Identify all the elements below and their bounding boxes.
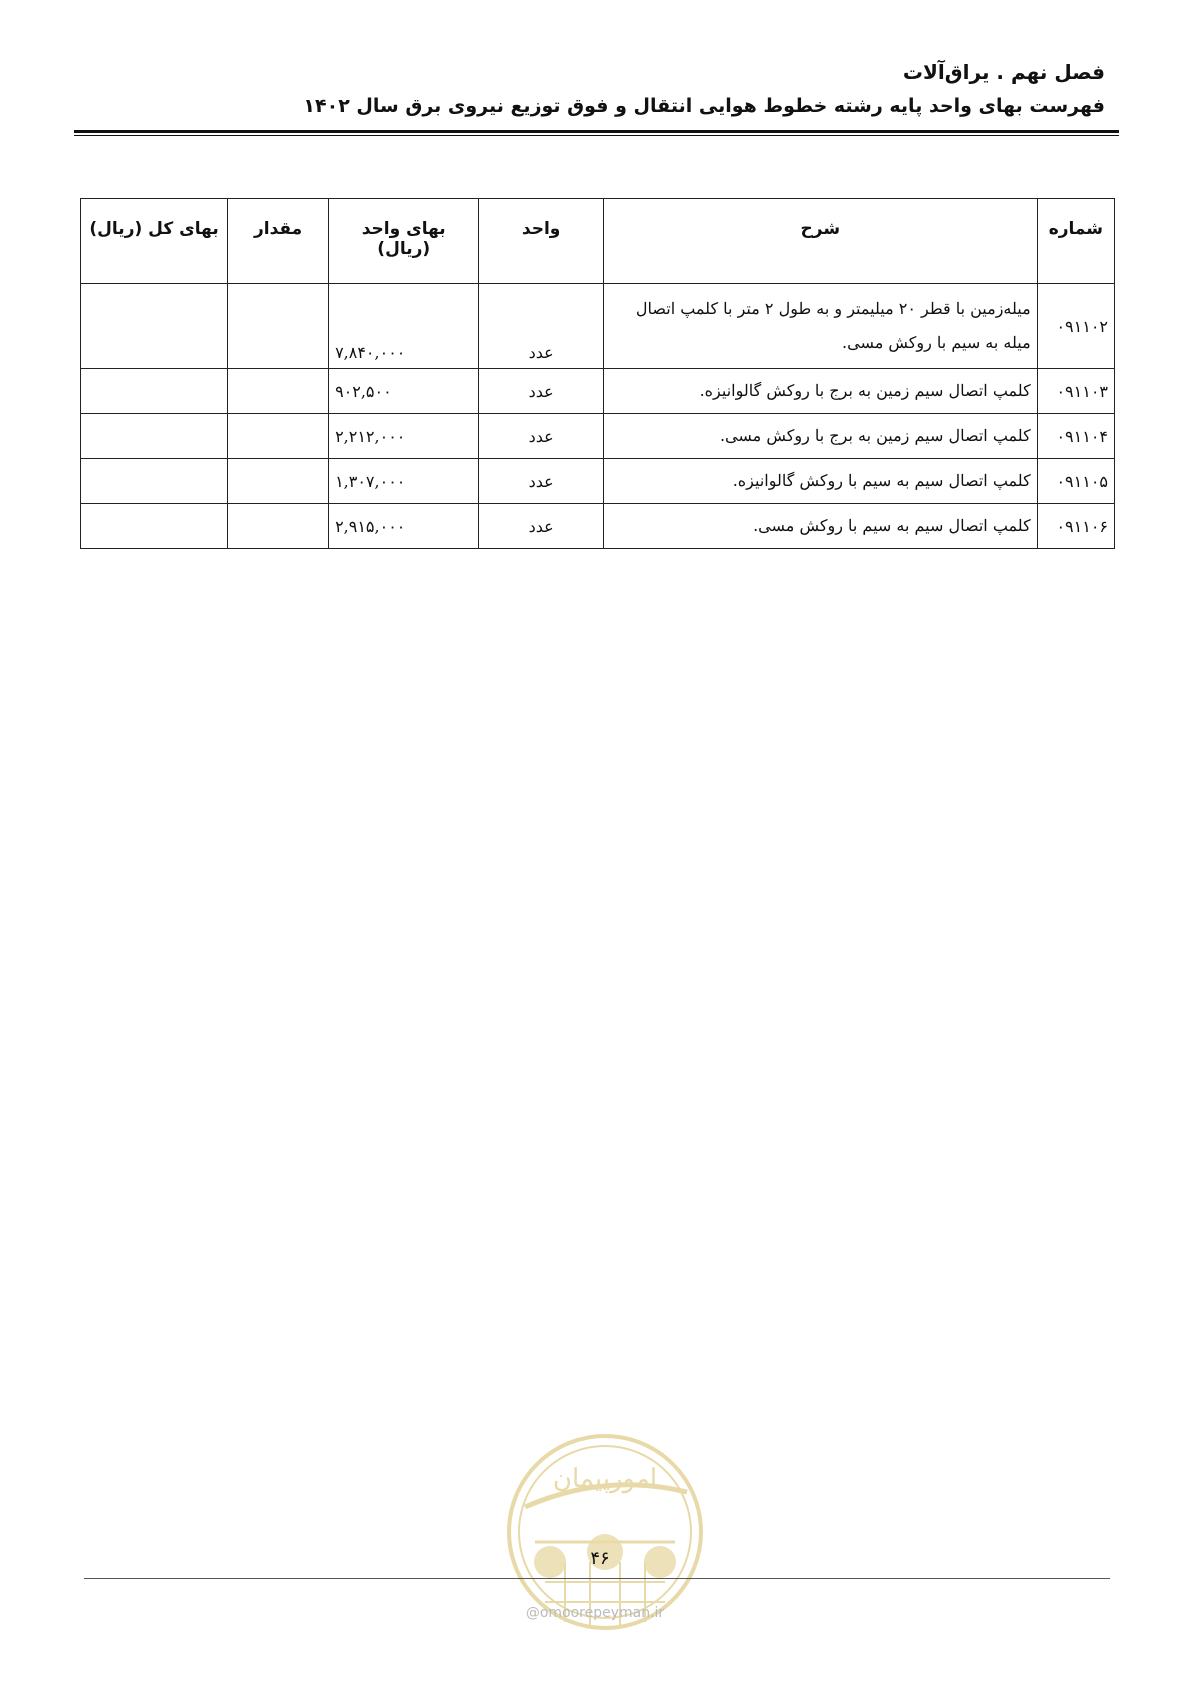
table-header-row (81, 199, 1115, 284)
chapter-title: فصل نهم . یراق‌آلات (902, 60, 1105, 84)
item-quantity (228, 414, 329, 459)
item-quantity (228, 284, 329, 369)
item-unit: عدد (479, 504, 604, 549)
table-row (81, 369, 1115, 414)
item-code: ۰۹۱۱۰۲ (1037, 284, 1114, 369)
page-number: ۴۶ (590, 1548, 610, 1569)
item-description: کلمپ اتصال سیم به سیم با روکش مسی. (603, 504, 1037, 549)
header-rule-thin (74, 135, 1119, 136)
item-unit-price: ۹۰۲,۵۰۰ (329, 369, 479, 414)
item-description: کلمپ اتصال سیم به سیم با روکش گالوانیزه. (603, 459, 1037, 504)
item-unit: عدد (479, 284, 604, 369)
item-unit: عدد (479, 369, 604, 414)
table-row (81, 459, 1115, 504)
page-header (303, 58, 1105, 120)
item-total (81, 284, 228, 369)
item-code: ۰۹۱۱۰۳ (1037, 369, 1114, 414)
footer-rule (84, 1578, 1110, 1579)
item-quantity (228, 369, 329, 414)
item-code: ۰۹۱۱۰۴ (1037, 414, 1114, 459)
item-unit-price: ۷,۸۴۰,۰۰۰ (329, 284, 479, 369)
item-total (81, 369, 228, 414)
item-quantity (228, 459, 329, 504)
item-unit: عدد (479, 459, 604, 504)
table-row (81, 504, 1115, 549)
table-row (81, 284, 1115, 369)
price-table (80, 198, 1115, 549)
column-header-unit-price: بهای واحد (ریال) (329, 199, 479, 284)
item-total (81, 414, 228, 459)
footer-site-watermark: @omoorepeyman.ir (525, 1605, 665, 1621)
item-total (81, 459, 228, 504)
column-header-total-price: بهای کل (ریال) (81, 199, 228, 284)
item-description: کلمپ اتصال سیم زمین به برج با روکش مسی. (603, 414, 1037, 459)
item-description: میله‌زمین با قطر ۲۰ میلیمتر و به طول ۲ متر با کلمپ اتصال میله به سیم با روکش مسی. (603, 284, 1037, 369)
item-code: ۰۹۱۱۰۶ (1037, 504, 1114, 549)
header-rule (74, 130, 1119, 133)
watermark-text: امورپیمان (552, 1464, 658, 1494)
item-code: ۰۹۱۱۰۵ (1037, 459, 1114, 504)
item-unit-price: ۲,۲۱۲,۰۰۰ (329, 414, 479, 459)
item-description: کلمپ اتصال سیم زمین به برج با روکش گالوانیزه. (603, 369, 1037, 414)
table-row (81, 414, 1115, 459)
document-subtitle: فهرست بهای واحد پایه رشته خطوط هوایی انتقال و فوق توزیع نیروی برق سال ۱۴۰۲ (303, 95, 1105, 117)
item-unit: عدد (479, 414, 604, 459)
item-unit-price: ۱,۳۰۷,۰۰۰ (329, 459, 479, 504)
column-header-description: شرح (603, 199, 1037, 284)
watermark-logo (505, 1432, 705, 1632)
column-header-quantity: مقدار (228, 199, 329, 284)
column-header-unit: واحد (479, 199, 604, 284)
item-quantity (228, 504, 329, 549)
item-unit-price: ۲,۹۱۵,۰۰۰ (329, 504, 479, 549)
item-total (81, 504, 228, 549)
column-header-code: شماره (1037, 199, 1114, 284)
